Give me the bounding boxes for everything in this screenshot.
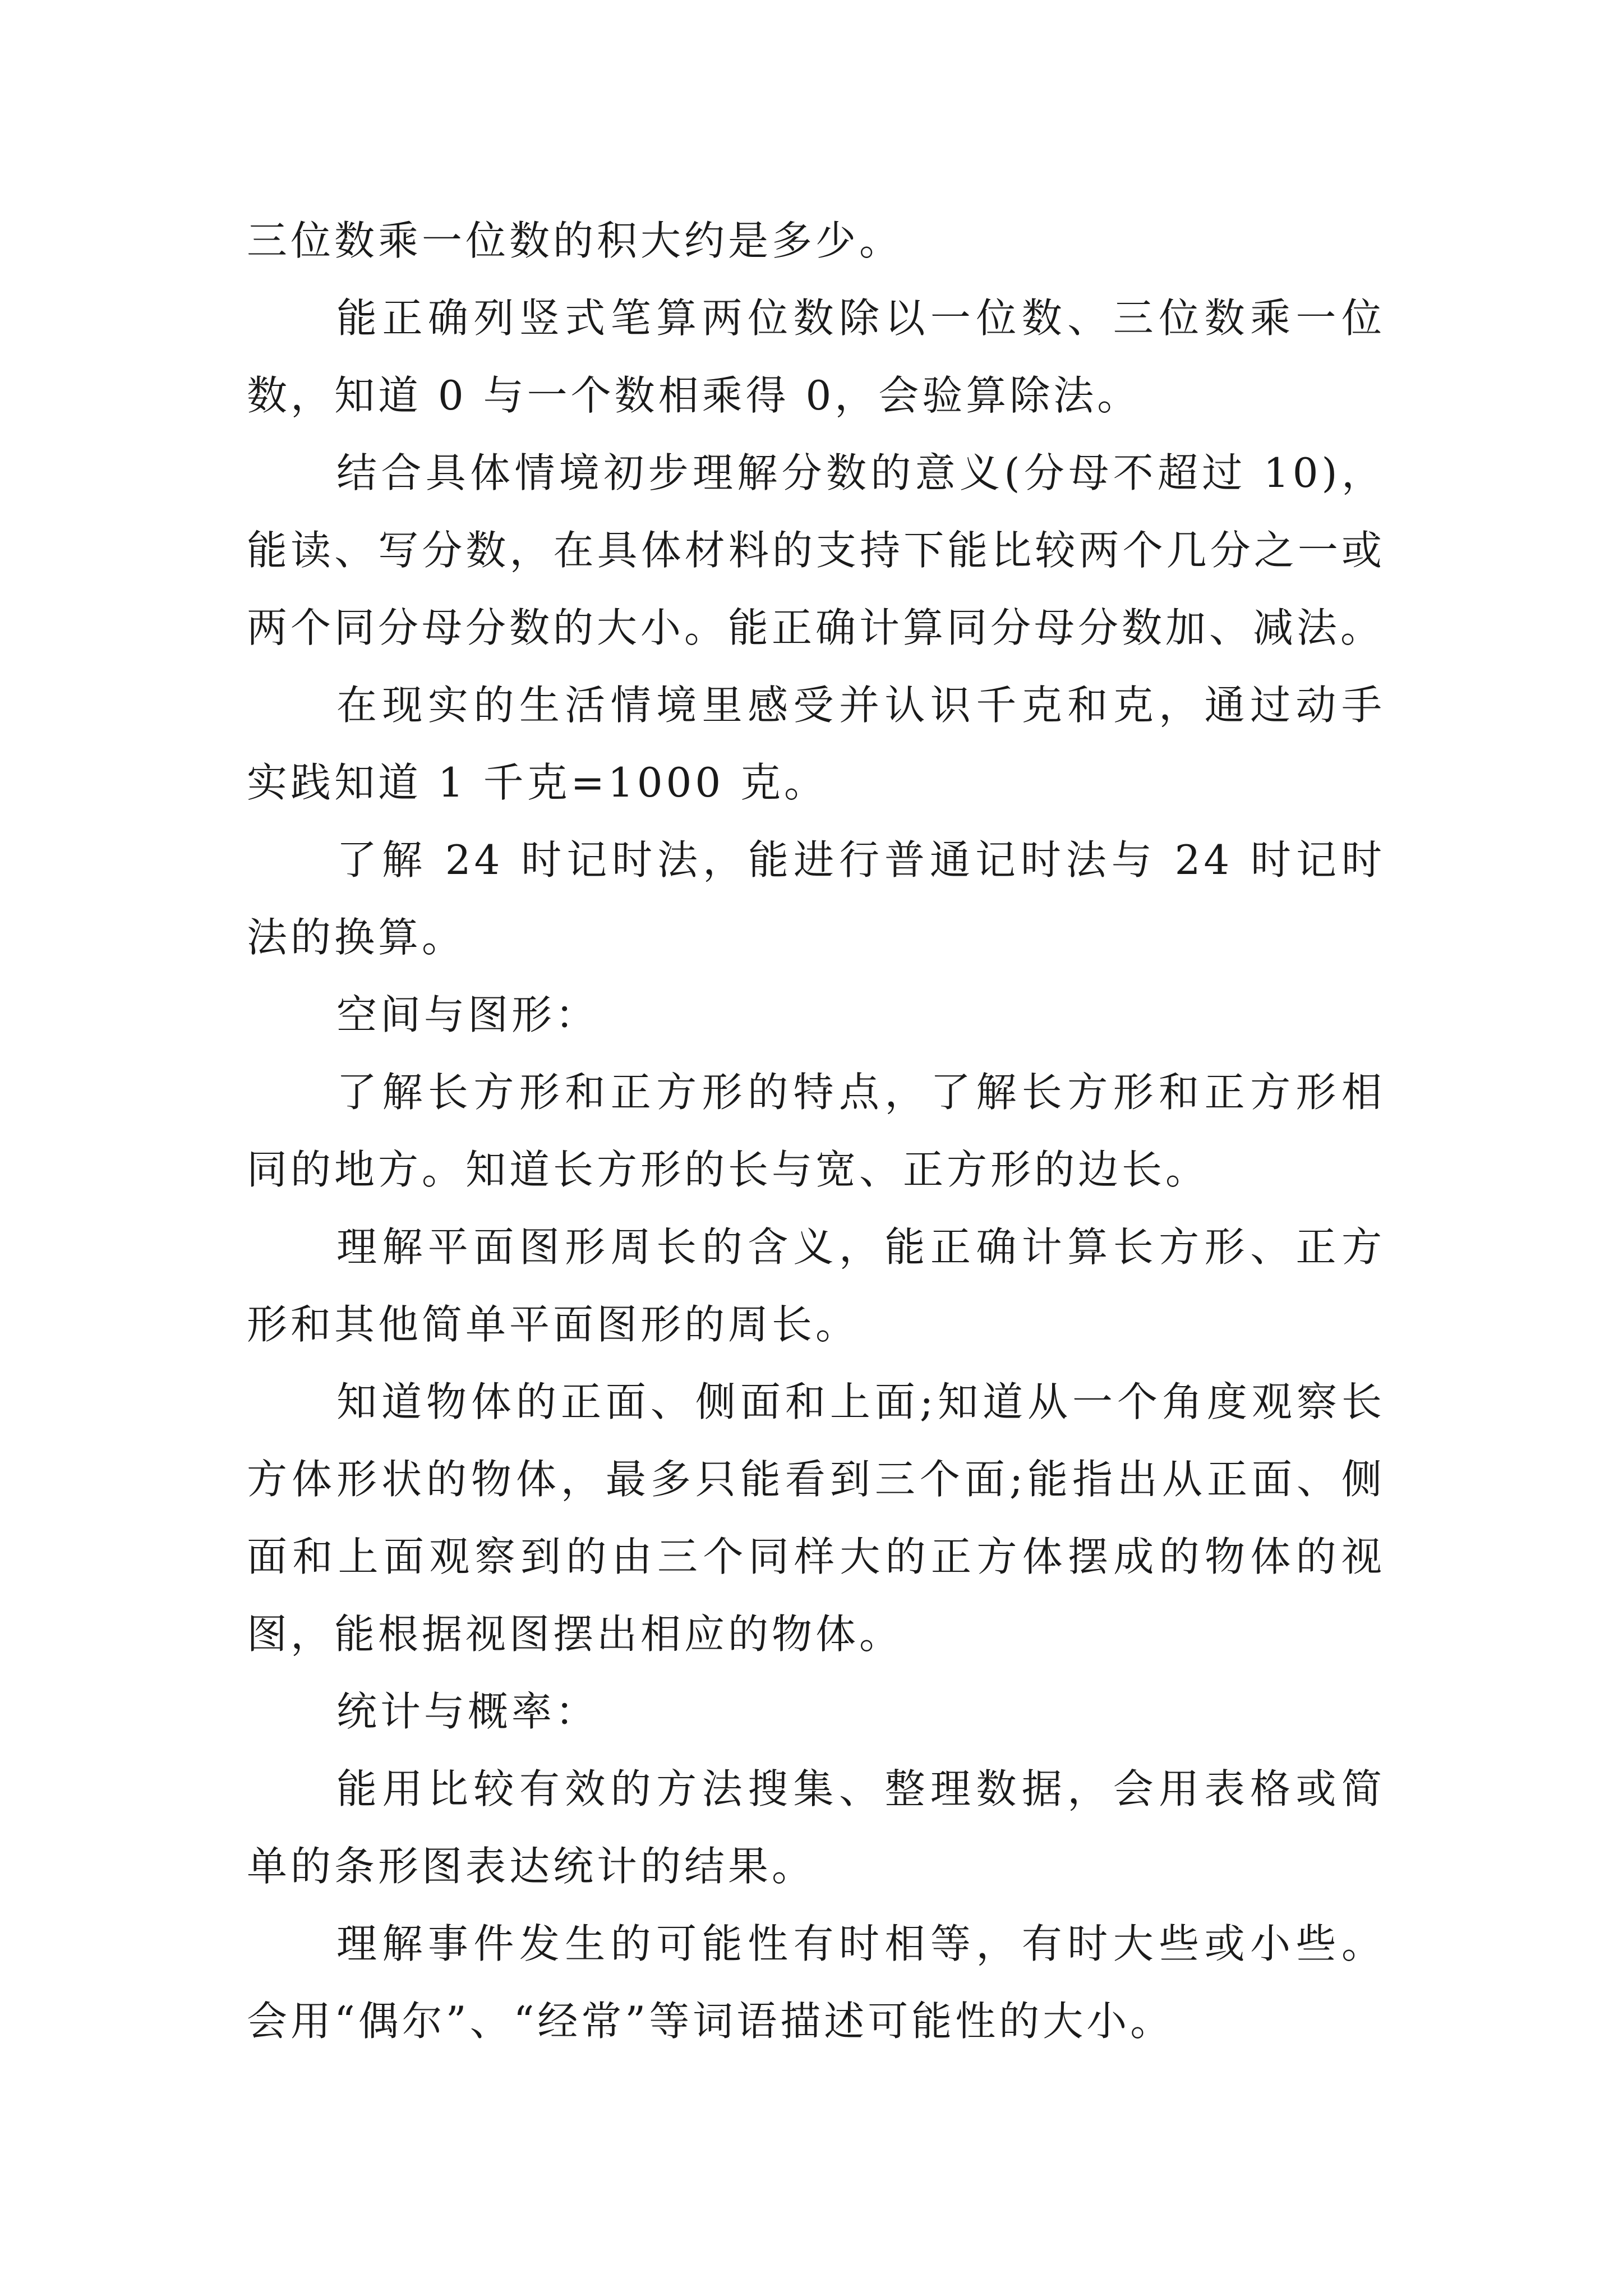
paragraph-rectangle-square: 了解长方形和正方形的特点，了解长方形和正方形相同的地方。知道长方形的长与宽、正方形的边长。 [247,1069,1385,1193]
paragraph-data-collection: 能用比较有效的方法搜集、整理数据，会用表格或简单的条形图表达统计的结果。 [247,1765,1385,1890]
paragraph-continuation: 三位数乘一位数的积大约是多少。 [247,217,903,264]
paragraph-perimeter: 理解平面图形周长的含义，能正确计算长方形、正方形和其他简单平面图形的周长。 [247,1223,1385,1348]
paragraph-division-multiplication: 能正确列竖式笔算两位数除以一位数、三位数乘一位数，知道 0 与一个数相乘得 0，会验算除法。 [247,295,1385,419]
section-heading-space-shapes: 空间与图形： [336,991,600,1038]
section-heading-statistics-probability: 统计与概率： [336,1688,600,1735]
paragraph-fractions: 结合具体情境初步理解分数的意义(分母不超过 10)，能读、写分数，在具体材料的支持下能比较两个几分之一或两个同分母分数的大小。能正确计算同分母分数加、减法。 [247,449,1385,651]
paragraph-kilogram-gram: 在现实的生活情境里感受并认识千克和克，通过动手实践知道 1 千克=1000 克。 [247,682,1385,806]
paragraph-probability: 理解事件发生的可能性有时相等，有时大些或小些。会用“偶尔”、“经常”等词语描述可能性的大小。 [247,1920,1385,2045]
document-body [247,202,1385,2060]
paragraph-24-hour-time: 了解 24 时记时法，能进行普通记时法与 24 时记时法的换算。 [247,836,1385,961]
paragraph-object-views: 知道物体的正面、侧面和上面;知道从一个角度观察长方体形状的物体，最多只能看到三个面;能指出从正面、侧面和上面观察到的由三个同样大的正方体摆成的物体的视图，能根据视图摆出相应的物体。 [247,1378,1385,1658]
